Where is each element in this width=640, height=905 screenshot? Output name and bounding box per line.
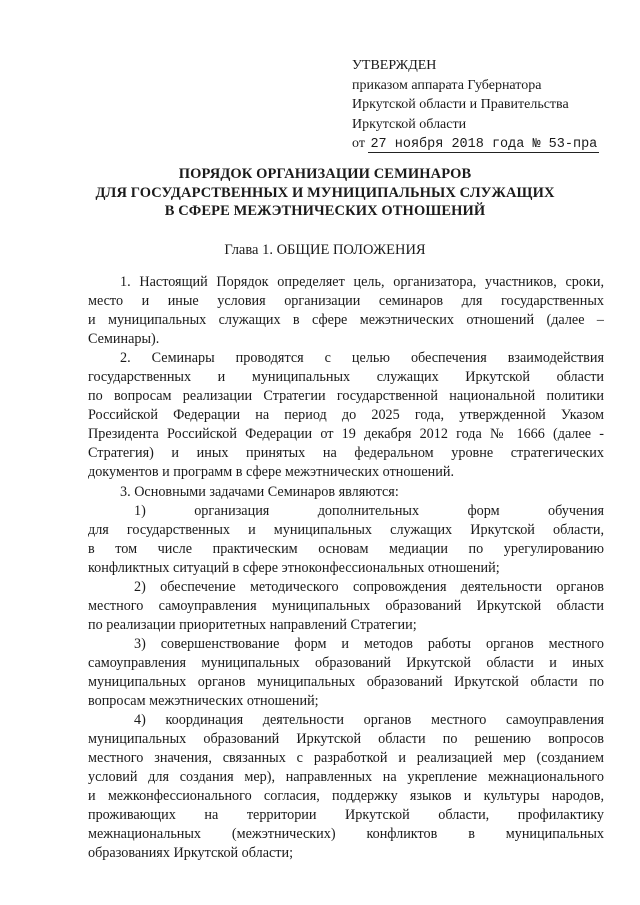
chapter-heading: Глава 1. ОБЩИЕ ПОЛОЖЕНИЯ bbox=[224, 242, 426, 258]
title-line: ДЛЯ ГОСУДАРСТВЕННЫХ И МУНИЦИПАЛЬНЫХ СЛУЖАЩИХ bbox=[95, 184, 555, 201]
list-item-line: конфликтных ситуаций в сфере этноконфессиональных отношений; bbox=[88, 559, 500, 576]
list-item-line: по реализации приоритетных направлений Стратегии; bbox=[88, 616, 417, 633]
list-item-line: проживающих на территории Иркутской области, профилактику bbox=[88, 807, 604, 824]
list-item-line: вопросам межэтнических отношений; bbox=[88, 693, 319, 710]
paragraph-line: 2. Семинары проводятся с целью обеспечения взаимодействия bbox=[120, 350, 604, 367]
approval-line: приказом аппарата Губернатора bbox=[352, 77, 542, 93]
list-item-line: межнациональных (межэтнических) конфликтов в муниципальных bbox=[88, 826, 604, 843]
paragraph-line: по вопросам реализации Стратегии государственной национальной политики bbox=[88, 388, 604, 405]
document-title bbox=[60, 165, 590, 221]
list-item-line: и межконфессионального согласия, поддержку языков и культуры народов, bbox=[88, 788, 604, 805]
list-item-line: местного значения, связанных с разработкой и реализацией мер (созданием bbox=[88, 750, 604, 767]
paragraph-line: 3. Основными задачами Семинаров являются: bbox=[120, 483, 399, 500]
paragraph-line: Семинары). bbox=[88, 331, 160, 348]
list-item-line: муниципальных органов муниципальных образований Иркутской области по bbox=[88, 673, 604, 690]
document-body bbox=[88, 273, 604, 863]
approval-line: Иркутской области и Правительства bbox=[352, 97, 569, 112]
approval-date-line bbox=[352, 134, 612, 154]
list-item-line: самоуправления муниципальных образований Иркутской области и иных bbox=[88, 654, 604, 671]
title-line: ПОРЯДОК ОРГАНИЗАЦИИ СЕМИНАРОВ bbox=[178, 166, 472, 182]
list-item-line: муниципальных образований Иркутской области по решению вопросов bbox=[88, 731, 604, 748]
paragraph-line: документов и программ в сфере межэтнических отношений. bbox=[88, 464, 455, 481]
list-item-line: условий для создания мер), направленных на укрепление межнационального bbox=[88, 769, 604, 786]
approval-date-number: 27 ноября 2018 года № 53-пра bbox=[370, 137, 598, 152]
title-line: В СФЕРЕ МЕЖЭТНИЧЕСКИХ ОТНОШЕНИЙ bbox=[164, 203, 486, 219]
paragraph-line: место и иные условия организации семинаров для государственных bbox=[88, 293, 604, 310]
approval-line: Иркутской области bbox=[352, 116, 467, 132]
paragraph-line: и муниципальных служащих в сфере межэтнических отношений (далее – bbox=[88, 312, 604, 329]
paragraph-line: Российской Федерации на период до 2025 года, утвержденной Указом bbox=[88, 407, 604, 424]
paragraph-line: 1. Настоящий Порядок определяет цель, организатора, участников, сроки, bbox=[120, 274, 604, 290]
list-item-line: 2) обеспечение методического сопровождения деятельности органов bbox=[134, 578, 604, 595]
list-item-line: в том числе практическим основам медиации по урегулированию bbox=[88, 540, 604, 557]
approval-heading: УТВЕРЖДЕН bbox=[352, 58, 437, 73]
approval-from-prefix: от bbox=[352, 136, 365, 151]
list-item-line: местного самоуправления муниципальных образований Иркутской области bbox=[88, 597, 604, 614]
approval-stamp bbox=[352, 56, 612, 154]
list-item-line: 1) организация дополнительных форм обучения bbox=[134, 502, 604, 519]
list-item-line: для государственных и муниципальных служащих Иркутской области, bbox=[88, 521, 604, 538]
paragraph-line: Стратегия) и иных принятых на федеральном уровне стратегических bbox=[88, 445, 604, 462]
paragraph-line: Президента Российской Федерации от 19 декабря 2012 года № 1666 (далее - bbox=[88, 426, 604, 443]
list-item-line: 3) совершенствование форм и методов работы органов местного bbox=[134, 635, 604, 652]
paragraph-line: государственных и муниципальных служащих Иркутской области bbox=[88, 369, 604, 386]
list-item-line: образованиях Иркутской области; bbox=[88, 845, 294, 862]
list-item-line: 4) координация деятельности органов местного самоуправления bbox=[134, 712, 604, 729]
